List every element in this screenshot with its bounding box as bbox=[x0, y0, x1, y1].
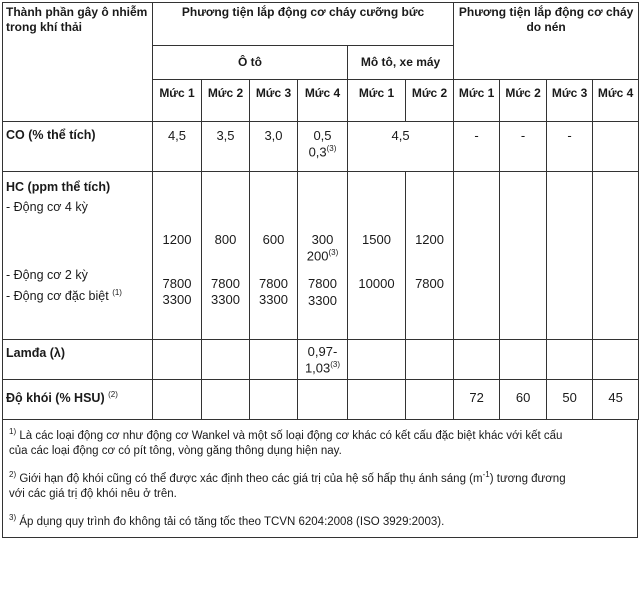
hc-special-label: - Động cơ đặc biệt bbox=[6, 289, 109, 304]
hc-value: 7800 bbox=[259, 276, 288, 291]
hc-car-level3-cell bbox=[250, 172, 298, 340]
empty-cell bbox=[250, 340, 298, 380]
smoke-label-cell bbox=[3, 380, 153, 420]
empty-cell bbox=[454, 172, 500, 340]
level-header: Mức 1 bbox=[348, 80, 406, 122]
header-row-groups bbox=[3, 3, 639, 46]
hc-value: 3300 bbox=[162, 292, 192, 308]
hc-moto-level1-cell bbox=[348, 172, 406, 340]
empty-cell bbox=[593, 172, 639, 340]
co-value: 4,5 bbox=[153, 122, 202, 172]
footnote-text: Giới hạn độ khói cũng có thể được xác định theo các giá trị của hệ số hấp thụ ánh sáng (m bbox=[19, 472, 483, 485]
co-moto-value: 4,5 bbox=[348, 122, 454, 172]
empty-cell bbox=[500, 172, 547, 340]
footnote-mark: 1) bbox=[9, 427, 17, 436]
hc-value: 7800 bbox=[308, 276, 337, 292]
hc-value: 800 bbox=[214, 232, 237, 247]
empty-cell bbox=[454, 340, 500, 380]
motorcycle-header: Mô tô, xe máy bbox=[348, 46, 454, 80]
hc-value: 600 bbox=[262, 232, 285, 247]
lambda-row bbox=[3, 340, 639, 380]
compression-ignition-header: Phương tiện lắp động cơ cháy do nén bbox=[454, 3, 639, 80]
hc-value: 7800 bbox=[211, 276, 240, 291]
footnotes bbox=[2, 420, 638, 538]
emission-limits-table bbox=[2, 2, 639, 420]
footnote-superscript: -1 bbox=[482, 470, 490, 479]
emission-standards-document bbox=[2, 2, 638, 590]
co-value: 3,0 bbox=[250, 122, 298, 172]
hc-car-level4-cell bbox=[298, 172, 348, 340]
empty-cell bbox=[500, 340, 547, 380]
smoke-value: 60 bbox=[500, 380, 547, 420]
level-header: Mức 1 bbox=[454, 80, 500, 122]
hc-row bbox=[3, 172, 639, 340]
hc-2-stroke-label: - Động cơ 2 kỳ bbox=[6, 268, 88, 283]
hc-car-level1-cell bbox=[153, 172, 202, 340]
co-value: 3,5 bbox=[202, 122, 250, 172]
hc-value: 10000 bbox=[358, 276, 395, 291]
empty-cell bbox=[153, 340, 202, 380]
footnote-text: với các giá trị độ khói nêu ở trên. bbox=[9, 488, 177, 500]
hc-value: 7800 bbox=[415, 276, 444, 291]
empty-cell bbox=[406, 380, 454, 420]
empty-cell bbox=[593, 122, 639, 172]
footnote-text: ) tương đương bbox=[489, 472, 566, 485]
hc-value-extra: 200 bbox=[306, 248, 329, 264]
footnote-text: của các loại động cơ có pít tông, vòng găng thông dụng hiện nay. bbox=[9, 445, 342, 457]
smoke-value: 45 bbox=[593, 380, 639, 420]
hc-moto-level2-cell bbox=[406, 172, 454, 340]
empty-cell bbox=[547, 340, 593, 380]
hc-value: 300 bbox=[311, 232, 334, 247]
level-header: Mức 2 bbox=[202, 80, 250, 122]
level-header: Mức 1 bbox=[153, 80, 202, 122]
hc-car-level2-cell bbox=[202, 172, 250, 340]
car-header: Ô tô bbox=[153, 46, 348, 80]
lambda-label: Lamđa (λ) bbox=[3, 340, 153, 380]
hc-value: 3300 bbox=[308, 292, 337, 308]
hc-label-cell bbox=[3, 172, 153, 340]
hc-value: 1200 bbox=[162, 232, 192, 247]
footnote-mark: 3) bbox=[9, 513, 17, 522]
empty-cell bbox=[298, 380, 348, 420]
empty-cell bbox=[593, 340, 639, 380]
level-header: Mức 2 bbox=[406, 80, 454, 122]
empty-cell bbox=[250, 380, 298, 420]
hc-value: 1200 bbox=[415, 232, 444, 247]
footnote-2 bbox=[9, 469, 631, 503]
hc-label: HC (ppm thể tích) bbox=[6, 180, 111, 194]
smoke-value: 50 bbox=[547, 380, 593, 420]
hc-4-stroke-label: - Động cơ 4 kỳ bbox=[6, 199, 88, 214]
empty-cell bbox=[406, 340, 454, 380]
hc-value: 3300 bbox=[259, 292, 288, 308]
empty-cell bbox=[348, 380, 406, 420]
lambda-value-a: 0,97- bbox=[307, 344, 338, 359]
hc-value: 3300 bbox=[211, 292, 240, 308]
pollutant-header: Thành phần gây ô nhiễm trong khí thải bbox=[3, 3, 153, 122]
empty-cell bbox=[153, 380, 202, 420]
footnote-text: Áp dụng quy trình đo không tải có tăng tốc theo TCVN 6204:2008 (ISO 3929:2003). bbox=[19, 515, 445, 528]
level-header: Mức 2 bbox=[500, 80, 547, 122]
smoke-value: 72 bbox=[454, 380, 500, 420]
hc-value: 1500 bbox=[362, 232, 391, 247]
footnote-ref: (3) bbox=[326, 144, 337, 154]
footnote-ref: (1) bbox=[112, 287, 122, 297]
co-diesel-value: - bbox=[547, 122, 593, 172]
footnote-ref: (2) bbox=[108, 390, 118, 399]
lambda-value-cell bbox=[298, 340, 348, 380]
footnote-text: Là các loại động cơ như động cơ Wankel và một số loại động cơ khác có kết cấu đặc biệt khác với kết cấu bbox=[19, 429, 563, 442]
co-car-level4-cell bbox=[298, 122, 348, 172]
empty-cell bbox=[348, 340, 406, 380]
empty-cell bbox=[202, 340, 250, 380]
empty-cell bbox=[547, 172, 593, 340]
lambda-value-b: 1,03 bbox=[304, 360, 331, 376]
level-header: Mức 3 bbox=[547, 80, 593, 122]
level-header: Mức 3 bbox=[250, 80, 298, 122]
hc-value: 7800 bbox=[162, 276, 192, 291]
smoke-label: Độ khói (% HSU) bbox=[6, 391, 105, 406]
co-label: CO (% thể tích) bbox=[3, 122, 153, 172]
co-diesel-value: - bbox=[454, 122, 500, 172]
co-value-extra: 0,3 bbox=[308, 144, 327, 160]
co-value: 0,5 bbox=[313, 128, 332, 143]
footnote-1 bbox=[9, 426, 631, 460]
footnote-ref: (3) bbox=[328, 248, 339, 258]
footnote-3 bbox=[9, 512, 631, 529]
footnote-mark: 2) bbox=[9, 470, 17, 479]
level-header: Mức 4 bbox=[298, 80, 348, 122]
level-header: Mức 4 bbox=[593, 80, 639, 122]
footnote-ref: (3) bbox=[330, 360, 341, 370]
spark-ignition-header: Phương tiện lắp động cơ cháy cưỡng bức bbox=[153, 3, 454, 46]
co-row bbox=[3, 122, 639, 172]
empty-cell bbox=[202, 380, 250, 420]
co-diesel-value: - bbox=[500, 122, 547, 172]
smoke-row bbox=[3, 380, 639, 420]
